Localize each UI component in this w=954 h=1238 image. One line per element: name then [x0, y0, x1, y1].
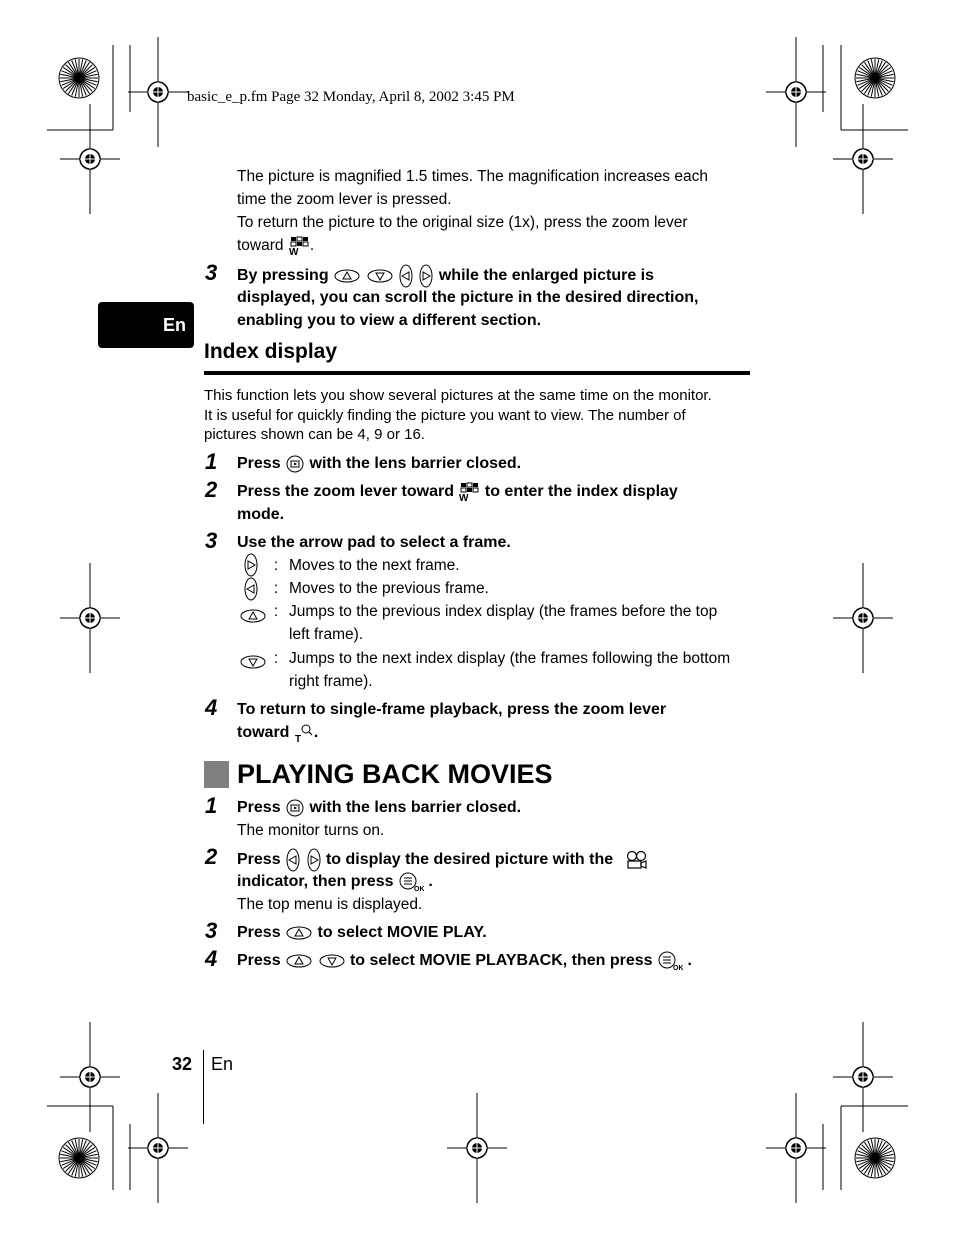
step-number: 2	[205, 844, 218, 869]
arrow-item-previous-index: Jumps to the previous index display (the frames before the top	[289, 603, 718, 620]
step-number: 3	[205, 528, 218, 553]
svg-text:T: T	[294, 733, 302, 743]
arrow-down-icon	[366, 268, 394, 284]
movie-step-2-note: The top menu is displayed.	[237, 896, 423, 913]
index-desc-3: pictures shown can be 4, 9 or 16.	[204, 426, 425, 443]
arrow-up-icon	[239, 608, 267, 624]
index-step-4: To return to single-frame playback, press the zoom lever	[237, 701, 667, 718]
movie-step-1-prefix: Press	[237, 799, 281, 816]
movie-step-4-prefix: Press	[237, 952, 281, 969]
zoom-tele-icon	[294, 723, 314, 743]
file-info-header: basic_e_p.fm Page 32 Monday, April 8, 2002 3:45 PM	[187, 89, 515, 105]
svg-text:OK: OK	[673, 964, 683, 971]
arrow-up-icon	[285, 925, 313, 941]
movie-step-3-prefix: Press	[237, 924, 281, 941]
intro-line-4-suffix: .	[309, 237, 315, 254]
intro-line-4	[237, 234, 314, 257]
index-step-1-prefix: Press	[237, 455, 281, 472]
scroll-step-suffix: while the enlarged picture is	[438, 267, 655, 285]
movie-step-3-suffix: to select MOVIE PLAY.	[317, 924, 487, 941]
index-desc-1: This function lets you show several pictures at the same time on the monitor.	[204, 387, 712, 404]
page-number: 32	[172, 1054, 193, 1074]
movie-step-4-end: .	[687, 952, 692, 969]
movies-title: PLAYING BACK MOVIES	[237, 759, 553, 789]
arrow-item-next-index: Jumps to the next index display (the frames following the bottom	[289, 650, 731, 667]
arrow-item-previous-index-line-2: left frame).	[289, 626, 364, 643]
index-step-4-prefix: toward	[237, 724, 290, 741]
step-number: 3	[205, 260, 218, 285]
ok-menu-button-icon	[657, 951, 683, 971]
section-divider	[204, 371, 750, 375]
language-tab-label: En	[162, 314, 186, 335]
index-step-3: Use the arrow pad to select a frame.	[237, 534, 511, 551]
language-tab	[98, 302, 194, 348]
scroll-step-line-2: displayed, you can scroll the picture in the desired direction,	[237, 289, 699, 306]
index-step-2-prefix: Press the zoom lever toward	[237, 483, 454, 500]
arrow-down-icon	[318, 953, 346, 969]
index-step-2-line-2: mode.	[237, 506, 285, 523]
intro-line-4-prefix: toward	[237, 237, 284, 254]
step-number: 4	[205, 695, 218, 720]
scroll-step-line-3: enabling you to view a different section.	[237, 312, 542, 329]
movie-step-4	[237, 949, 692, 972]
movie-step-4-suffix: to select MOVIE PLAYBACK, then press	[349, 952, 653, 969]
arrow-item-next-index-line-2: right frame).	[289, 673, 373, 690]
movie-step-2-prefix: Press	[237, 851, 281, 869]
arrow-item-colon: :	[273, 603, 279, 620]
index-step-2	[237, 480, 678, 503]
movie-step-1-suffix: with the lens barrier closed.	[309, 799, 522, 816]
arrow-item-colon: :	[273, 580, 279, 597]
svg-text:W: W	[288, 246, 299, 256]
step-number: 1	[205, 793, 218, 818]
step-number: 4	[205, 946, 218, 971]
svg-text:W: W	[459, 492, 469, 502]
index-step-2-suffix: to enter the index display	[484, 483, 678, 500]
index-step-1	[237, 452, 521, 475]
index-desc-2: It is useful for quickly finding the picture you want to view. The number of	[204, 407, 686, 424]
playback-button-icon	[285, 454, 305, 474]
arrow-left-icon	[243, 576, 259, 602]
arrow-up-icon	[285, 953, 313, 969]
arrow-item-previous-frame: Moves to the previous frame.	[289, 580, 489, 597]
arrow-item-next-frame: Moves to the next frame.	[289, 557, 460, 574]
index-step-1-suffix: with the lens barrier closed.	[309, 455, 522, 472]
scroll-step-prefix: By pressing	[237, 267, 329, 285]
index-step-4-line-2	[237, 721, 318, 744]
step-number: 1	[205, 449, 218, 474]
movie-step-3	[237, 921, 487, 944]
section-marker	[204, 761, 229, 788]
index-step-4-suffix: .	[313, 724, 319, 741]
movie-step-1-note: The monitor turns on.	[237, 822, 385, 839]
arrow-right-icon	[243, 552, 259, 578]
arrow-up-icon	[333, 268, 361, 284]
intro-line-2: time the zoom lever is pressed.	[237, 191, 452, 208]
movie-step-1	[237, 796, 521, 819]
movie-indicator-icon	[624, 850, 648, 870]
arrow-item-colon: :	[273, 650, 279, 667]
ok-menu-button-icon	[398, 872, 424, 892]
movie-step-2-line-2-prefix: indicator, then press	[237, 873, 394, 890]
step-number: 3	[205, 918, 218, 943]
index-display-title: Index display	[204, 340, 338, 363]
footer-divider	[203, 1050, 204, 1124]
movie-step-2-middle: to display the desired picture with the	[325, 851, 614, 869]
zoom-wide-index-icon	[458, 482, 480, 502]
intro-line-3: To return the picture to the original size (1x), press the zoom lever	[237, 214, 688, 231]
movie-step-2-line-2	[237, 870, 433, 893]
footer-language: En	[211, 1054, 234, 1074]
intro-line-1: The picture is magnified 1.5 times. The magnification increases each	[237, 168, 708, 185]
playback-button-icon	[285, 798, 305, 818]
movie-step-2-line-2-suffix: .	[428, 873, 433, 890]
zoom-wide-index-icon	[288, 236, 310, 256]
step-number: 2	[205, 477, 218, 502]
arrow-item-colon: :	[273, 557, 279, 574]
svg-text:OK: OK	[413, 885, 424, 892]
arrow-down-icon	[239, 654, 267, 670]
